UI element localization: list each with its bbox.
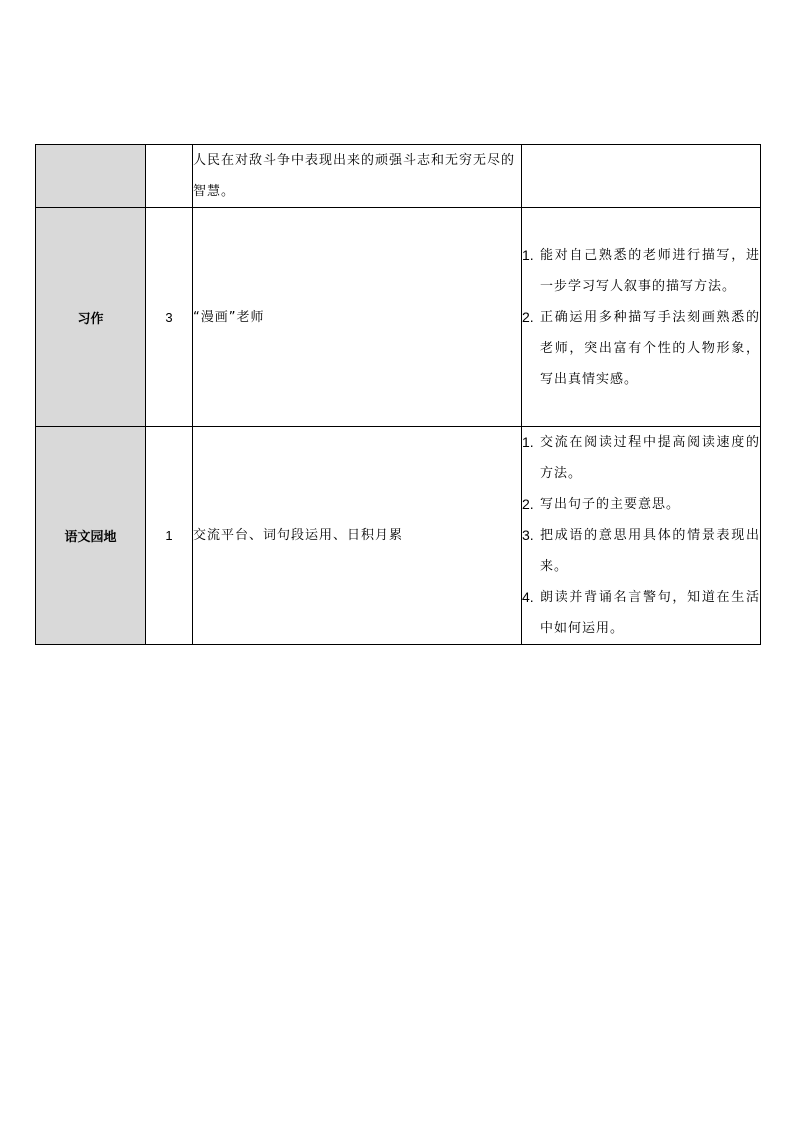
- goal-number: 2.: [522, 308, 534, 325]
- list-item: [522, 302, 760, 395]
- table-row: [36, 427, 761, 645]
- table-row: [36, 208, 761, 427]
- hours-cell: 3: [146, 208, 193, 427]
- goal-text: 朗读并背诵名言警句，知道在生活中如何运用。: [540, 590, 760, 636]
- content-cell: 交流平台、词句段运用、日积月累: [193, 427, 522, 645]
- content-cell: “漫画”老师: [193, 208, 522, 427]
- goal-number: 1.: [522, 246, 534, 263]
- goals-cell: [522, 145, 761, 208]
- unit-cell: 习作: [36, 208, 146, 427]
- goals-cell: [522, 208, 761, 427]
- goal-number: 2.: [522, 496, 534, 512]
- goal-number: 1.: [522, 434, 534, 450]
- goal-text: 写出句子的主要意思。: [540, 497, 681, 512]
- unit-cell: 语文园地: [36, 427, 146, 645]
- list-item: [522, 489, 760, 520]
- goal-number: 4.: [522, 589, 534, 605]
- goal-list: [522, 240, 760, 395]
- list-item: [522, 240, 760, 302]
- content-cell: 人民在对敌斗争中表现出来的顽强斗志和无穷无尽的智慧。: [193, 145, 522, 208]
- goal-number: 3.: [522, 527, 534, 543]
- lesson-plan-table: [35, 144, 761, 645]
- list-item: [522, 520, 760, 582]
- goal-text: 能对自己熟悉的老师进行描写，进一步学习写人叙事的描写方法。: [540, 247, 760, 294]
- goal-text: 把成语的意思用具体的情景表现出来。: [540, 528, 760, 574]
- unit-cell: [36, 145, 146, 208]
- goal-text: 交流在阅读过程中提高阅读速度的方法。: [540, 435, 760, 481]
- hours-cell: [146, 145, 193, 208]
- list-item: [522, 427, 760, 489]
- hours-cell: 1: [146, 427, 193, 645]
- goals-cell: [522, 427, 761, 645]
- table-row: [36, 145, 761, 208]
- goal-list: [522, 427, 760, 644]
- list-item: [522, 582, 760, 644]
- goal-text: 正确运用多种描写手法刻画熟悉的老师，突出富有个性的人物形象，写出真情实感。: [540, 309, 760, 387]
